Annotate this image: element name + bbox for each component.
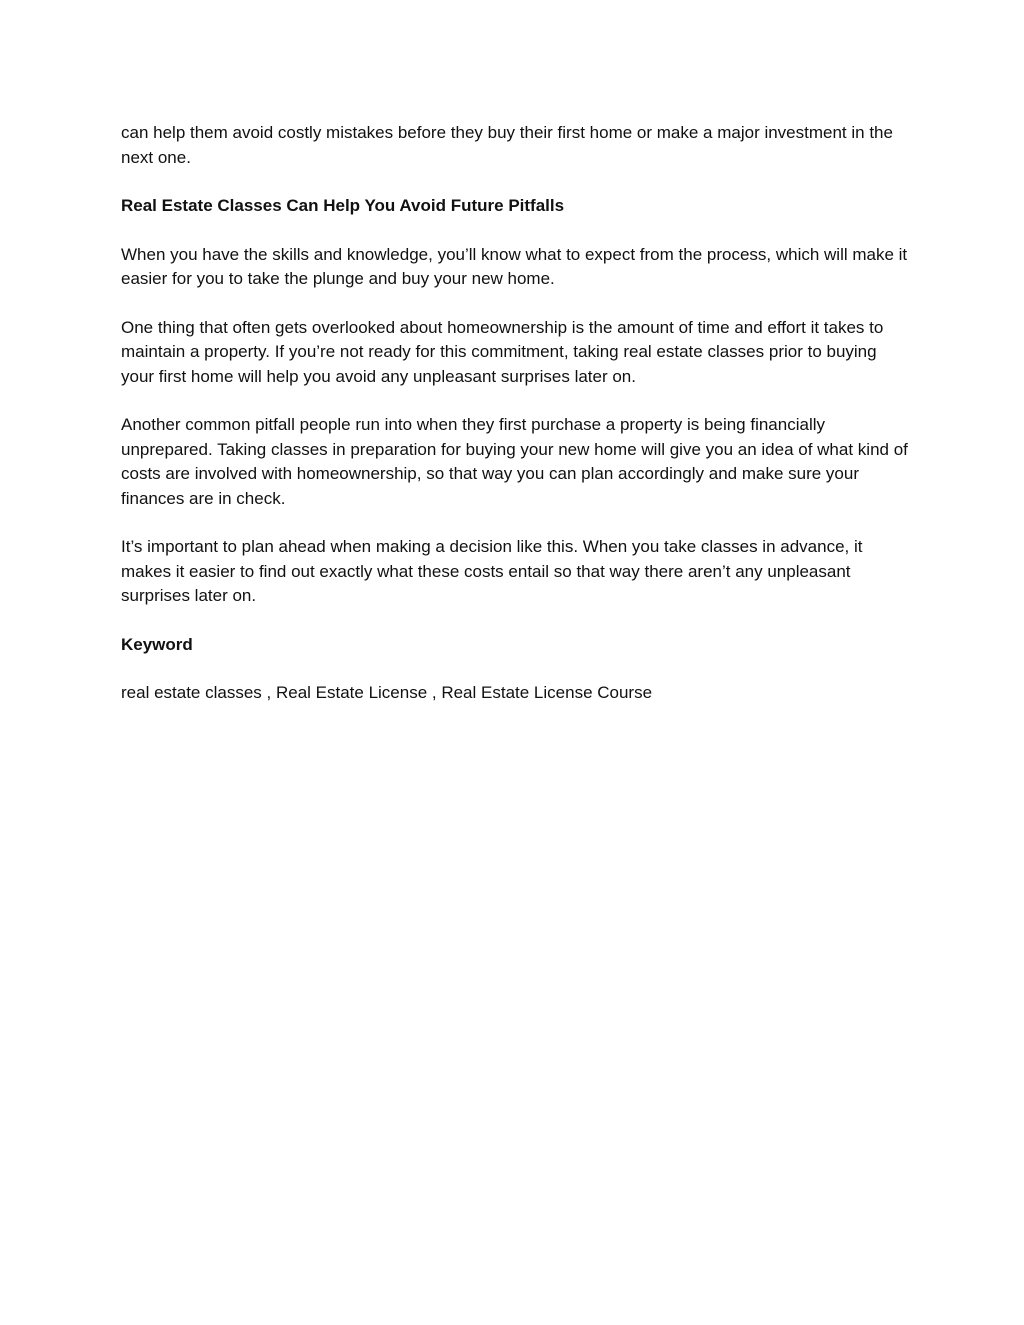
body-paragraph-1: When you have the skills and knowledge, you’ll know what to expect from the process, which will make it easier for you to take the plunge and buy your new home.	[121, 244, 908, 288]
document-body	[121, 121, 911, 706]
body-paragraph-3: Another common pitfall people run into when they first purchase a property is being financially unprepared. Taking classes in preparation for buying your new home will give you an idea of what kind of costs are involved with homeownership, so that way you can plan accordingly and make sure your finances are in check.	[121, 415, 908, 508]
intro-paragraph: can help them avoid costly mistakes before they buy their first home or make a major investment in the next one.	[121, 123, 893, 167]
section-heading: Real Estate Classes Can Help You Avoid Future Pitfalls	[121, 196, 565, 215]
body-paragraph-4: It’s important to plan ahead when making a decision like this. When you take classes in advance, it makes it easier to find out exactly what these costs entail so that way there aren’t any unpleasant surprises later on.	[121, 537, 863, 605]
body-paragraph-2: One thing that often gets overlooked about homeownership is the amount of time and effort it takes to maintain a property. If you’re not ready for this commitment, taking real estate classes prior to buying your first home will help you avoid any unpleasant surprises later on.	[121, 317, 884, 386]
keywords-line: real estate classes , Real Estate License , Real Estate License Course	[121, 683, 653, 702]
keyword-heading: Keyword	[121, 634, 193, 654]
